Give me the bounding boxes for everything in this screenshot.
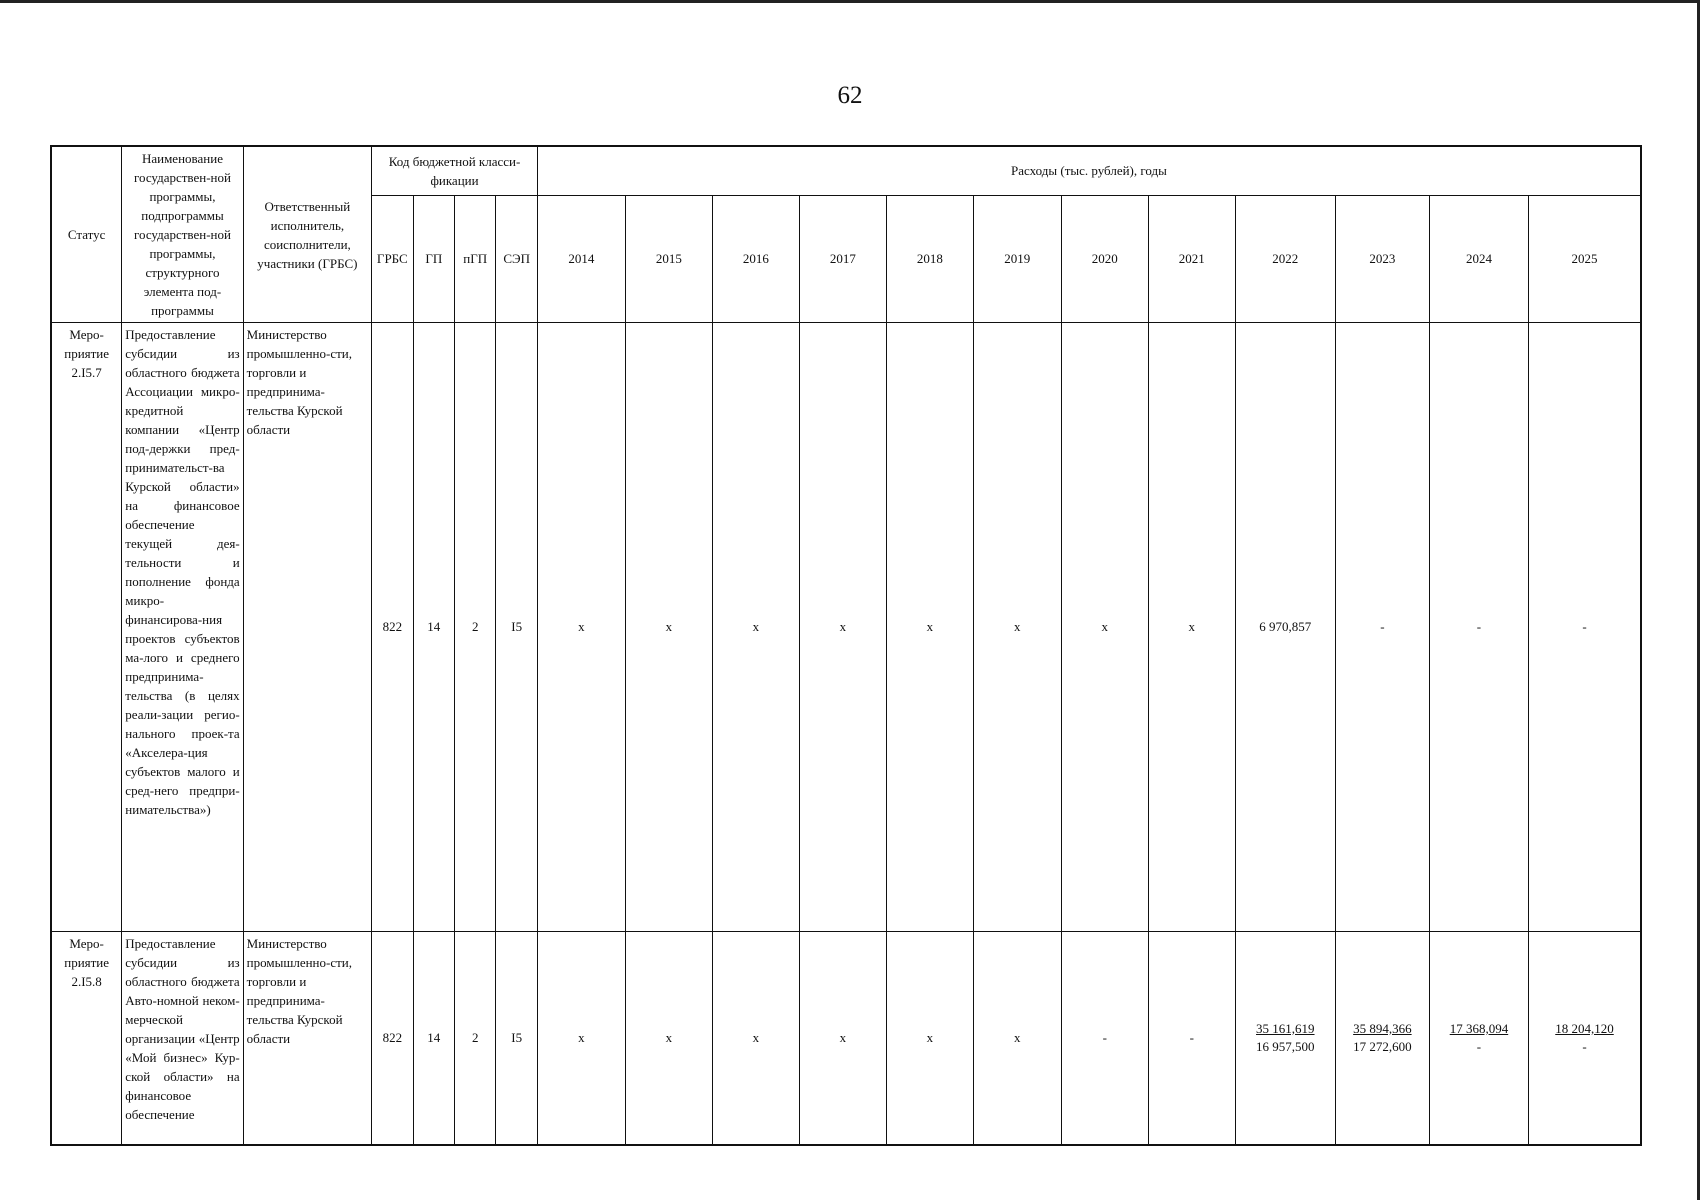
value-federal: - bbox=[1582, 1038, 1587, 1054]
row-value-cell bbox=[973, 931, 1061, 1145]
row-code-pgp: 2 bbox=[455, 931, 496, 1145]
header-program-name: Наименование государствен-ной программы, подпрограммы государствен-ной программы, структурного элемента под-программы bbox=[122, 146, 243, 323]
value-amount: - bbox=[1380, 619, 1385, 635]
table-row bbox=[51, 931, 1641, 1145]
value-amount: x bbox=[665, 1030, 673, 1046]
header-year: 2015 bbox=[625, 195, 712, 322]
value-amount: x bbox=[578, 1030, 585, 1046]
scan-edge-top bbox=[0, 0, 1700, 3]
header-code-sep: СЭП bbox=[496, 195, 537, 322]
header-year: 2020 bbox=[1061, 195, 1148, 322]
value-amount: x bbox=[578, 619, 585, 635]
row-code-gp: 14 bbox=[413, 931, 454, 1145]
budget-table bbox=[50, 145, 1642, 1146]
value-amount: x bbox=[752, 619, 760, 635]
row-value-cell bbox=[1235, 323, 1335, 932]
value-amount: x bbox=[665, 619, 673, 635]
header-year: 2014 bbox=[537, 195, 625, 322]
row-executor: Министерство промышленно-сти, торговли и предпринима-тельства Курской области bbox=[243, 323, 371, 932]
row-value-cell bbox=[712, 931, 799, 1145]
table-row bbox=[51, 323, 1641, 932]
row-value-cell bbox=[625, 323, 712, 932]
row-value-cell bbox=[1148, 931, 1235, 1145]
row-executor: Министерство промышленно-сти, торговли и предпринима-тельства Курской области bbox=[243, 931, 371, 1145]
value-amount: x bbox=[1188, 619, 1195, 635]
header-executor: Ответственный исполнитель, соисполнители, участники (ГРБС) bbox=[243, 146, 371, 323]
header-status: Статус bbox=[51, 146, 122, 323]
row-value-cell bbox=[973, 323, 1061, 932]
header-year: 2017 bbox=[799, 195, 886, 322]
row-code-grbs: 822 bbox=[372, 931, 413, 1145]
value-two-line bbox=[1256, 1020, 1315, 1056]
header-year: 2024 bbox=[1429, 195, 1528, 322]
row-value-cell bbox=[1335, 931, 1429, 1145]
value-total: 35 161,619 bbox=[1256, 1020, 1315, 1036]
header-year: 2021 bbox=[1148, 195, 1235, 322]
header-year: 2025 bbox=[1529, 195, 1641, 322]
page-number: 62 bbox=[837, 82, 863, 109]
value-amount: x bbox=[1014, 619, 1021, 635]
value-total: 18 204,120 bbox=[1555, 1020, 1614, 1036]
row-value-cell bbox=[1148, 323, 1235, 932]
row-code-pgp: 2 bbox=[455, 323, 496, 932]
header-year: 2019 bbox=[973, 195, 1061, 322]
row-value-cell bbox=[712, 323, 799, 932]
value-amount: x bbox=[839, 619, 847, 635]
header-code-gp: ГП bbox=[413, 195, 454, 322]
row-value-cell bbox=[1429, 931, 1528, 1145]
row-value-cell bbox=[537, 931, 625, 1145]
header-code-pgp: пГП bbox=[455, 195, 496, 322]
header-expenses: Расходы (тыс. рублей), годы bbox=[537, 146, 1641, 195]
row-code-sep: I5 bbox=[496, 323, 537, 932]
row-code-sep: I5 bbox=[496, 931, 537, 1145]
value-total: 17 368,094 bbox=[1449, 1020, 1509, 1036]
row-value-cell bbox=[537, 323, 625, 932]
row-value-cell bbox=[886, 323, 973, 932]
value-amount: x bbox=[1014, 1030, 1021, 1046]
row-program-name: Предоставление субсидии из областного бюджета Авто-номной неком-мерческой организации «Центр «Мой бизнес» Кур-ской области» на финансовое обеспечение bbox=[122, 931, 243, 1145]
value-amount: x bbox=[926, 1030, 934, 1046]
header-year: 2022 bbox=[1235, 195, 1335, 322]
row-value-cell bbox=[1429, 323, 1528, 932]
row-status: Меро-приятие 2.I5.7 bbox=[51, 323, 122, 932]
row-value-cell bbox=[1529, 323, 1641, 932]
value-federal: - bbox=[1476, 1038, 1482, 1054]
row-value-cell bbox=[1235, 931, 1335, 1145]
row-code-grbs: 822 bbox=[372, 323, 413, 932]
value-amount: - bbox=[1102, 1030, 1107, 1046]
header-year: 2016 bbox=[712, 195, 799, 322]
row-status: Меро-приятие 2.I5.8 bbox=[51, 931, 122, 1145]
value-amount: x bbox=[752, 1030, 760, 1046]
value-amount: - bbox=[1189, 1030, 1194, 1046]
value-amount: x bbox=[839, 1030, 847, 1046]
value-federal: 16 957,500 bbox=[1256, 1038, 1315, 1054]
row-value-cell bbox=[1335, 323, 1429, 932]
value-amount: x bbox=[1101, 619, 1109, 635]
value-total: 35 894,366 bbox=[1353, 1020, 1412, 1036]
value-amount: - bbox=[1476, 619, 1482, 635]
row-program-name: Предоставление субсидии из областного бюджета Ассоциации микро-кредитной компании «Центр под-держки пред-принимательст-ва Курской области» на финансовое обеспечение текущей дея-тельности и пополнение фонда микро-финансирова-ния проектов субъектов ма-лого и среднего предпринима-тельства (в целях реали-зации регио-нального проек-та «Акселера-ция субъектов малого и сред-него предпри-нимательства») bbox=[122, 323, 243, 932]
header-budget-code: Код бюджетной класси-фикации bbox=[372, 146, 538, 195]
row-code-gp: 14 bbox=[413, 323, 454, 932]
row-value-cell bbox=[799, 931, 886, 1145]
row-value-cell bbox=[625, 931, 712, 1145]
header-code-grbs: ГРБС bbox=[372, 195, 413, 322]
row-value-cell bbox=[1529, 931, 1641, 1145]
value-amount: 6 970,857 bbox=[1259, 619, 1312, 635]
value-amount: x bbox=[926, 619, 934, 635]
value-federal: 17 272,600 bbox=[1353, 1038, 1412, 1054]
header-year: 2018 bbox=[886, 195, 973, 322]
header-year: 2023 bbox=[1335, 195, 1429, 322]
value-two-line bbox=[1353, 1020, 1412, 1056]
value-two-line bbox=[1555, 1020, 1614, 1056]
row-value-cell bbox=[799, 323, 886, 932]
value-two-line bbox=[1450, 1020, 1509, 1056]
row-value-cell bbox=[1061, 931, 1148, 1145]
row-value-cell bbox=[886, 931, 973, 1145]
row-value-cell bbox=[1061, 323, 1148, 932]
value-amount: - bbox=[1582, 619, 1587, 635]
